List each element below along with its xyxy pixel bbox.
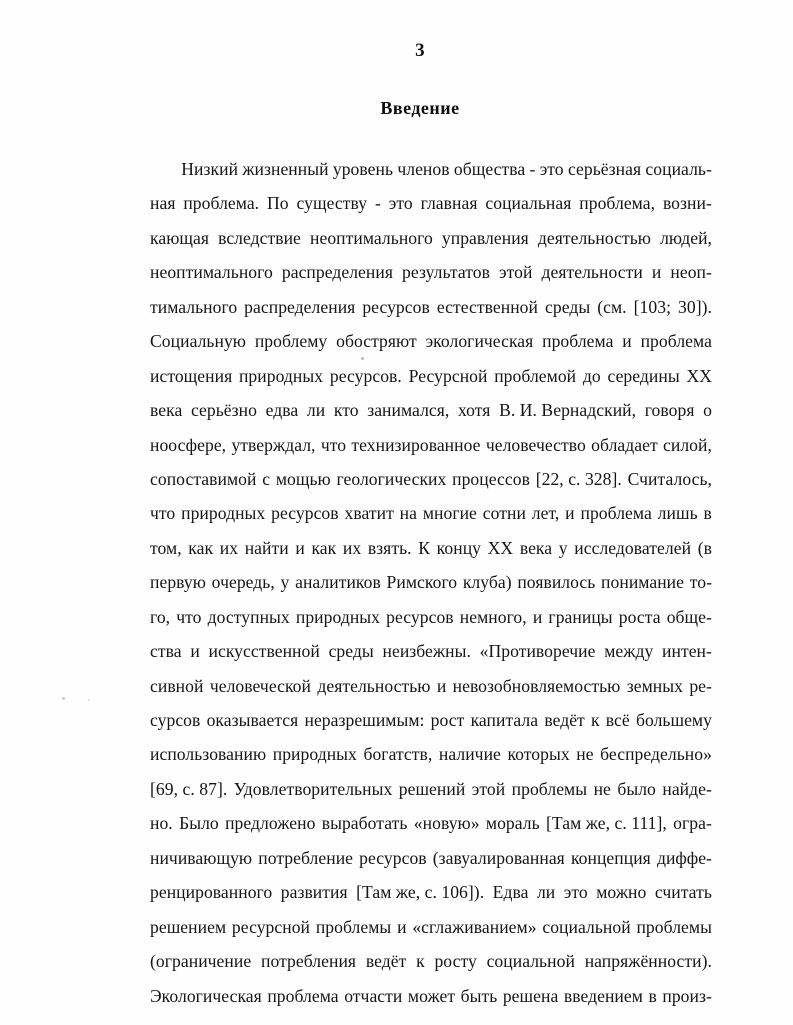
text-word: немного, (459, 606, 527, 627)
text-word: В. И. Вернадский, (499, 400, 637, 421)
text-word: социаль- (645, 159, 712, 179)
text-word: и (532, 606, 543, 627)
text-line (150, 737, 712, 771)
text-word: найде- (662, 778, 712, 799)
text-word: [Там же, с. 106]). (356, 882, 485, 903)
text-word: Экологическая (150, 985, 262, 1006)
text-word: ли (306, 400, 326, 421)
text-word: распределения (244, 296, 356, 317)
page-number: 3 (415, 40, 425, 61)
text-word: По (267, 193, 289, 214)
text-word: лишь (657, 503, 698, 524)
text-line (150, 255, 712, 289)
scan-speck-icon (88, 699, 90, 701)
section-heading: Введение (380, 98, 460, 118)
text-word: 30]). (678, 296, 712, 317)
text-word: взять. (367, 537, 412, 558)
text-word: и (397, 916, 407, 937)
text-line (150, 496, 712, 530)
text-word: социальной (486, 951, 575, 972)
text-word: большему (635, 710, 712, 730)
text-word: природных (238, 365, 324, 386)
text-word: как (188, 537, 214, 558)
text-line (150, 324, 712, 358)
text-word: членов (397, 159, 450, 179)
text-word: управления (441, 227, 529, 248)
body-text-block (150, 152, 712, 1013)
text-word: процессов (452, 468, 530, 489)
text-word: оказывается (206, 710, 299, 730)
text-word: использованию (150, 744, 267, 765)
text-word: природных (181, 503, 266, 524)
text-word: искусственной (208, 641, 320, 662)
text-word: ства (150, 641, 182, 662)
text-line (150, 428, 712, 462)
text-line (150, 875, 712, 909)
text-word: у (558, 537, 568, 558)
text-word: но. (150, 813, 173, 834)
text-word: ведёт (365, 951, 407, 972)
text-word: кто (333, 400, 359, 421)
text-word: ресурсов (271, 503, 339, 524)
text-word: у (280, 572, 290, 593)
text-word: ренцированного (150, 882, 273, 903)
text-word: Римского (386, 572, 458, 593)
text-line (150, 290, 712, 324)
text-word: XX (686, 365, 712, 386)
text-line (150, 531, 712, 565)
text-line (150, 359, 712, 393)
text-word: к (416, 951, 425, 972)
text-word: может (407, 985, 456, 1006)
text-word: истощения (150, 365, 233, 386)
text-line (150, 703, 712, 737)
scan-speck-icon (361, 357, 364, 360)
text-word: как (311, 537, 337, 558)
text-word: не (593, 778, 611, 799)
text-word: их (219, 537, 239, 558)
text-word: среды (328, 641, 374, 662)
text-word: очередь, (211, 572, 275, 593)
text-line (150, 221, 712, 255)
text-word: (см. (597, 296, 627, 317)
text-word: выработать (321, 813, 408, 834)
text-word: понимание (601, 572, 685, 593)
text-word: напряжённости). (584, 951, 712, 972)
text-word: Считалось, (627, 468, 712, 489)
text-word: (завуалированная (432, 847, 565, 868)
text-word: ничивающую (150, 847, 253, 868)
text-word: силой, (663, 434, 712, 455)
text-word: не (576, 744, 594, 765)
text-word: [22, с. 328]. (535, 468, 622, 489)
text-word: Низкий (181, 159, 239, 179)
text-word: было (617, 778, 656, 799)
text-word: технизированное (351, 434, 481, 455)
text-word: неоптимального (310, 227, 433, 248)
text-word: Ресурсной (408, 365, 488, 386)
text-word: К (418, 537, 431, 558)
text-word: тимального (150, 296, 238, 317)
text-word: едва (265, 400, 299, 421)
text-word: концу (436, 537, 482, 558)
text-word: людей, (660, 227, 712, 248)
text-word: огра- (673, 813, 712, 834)
text-line (150, 669, 712, 703)
text-word: найти (244, 537, 289, 558)
text-word: «Противоречие (479, 641, 596, 662)
text-word: клуба) (462, 572, 512, 593)
text-word: проблема, (579, 193, 656, 214)
text-word: первую (150, 572, 206, 593)
text-word: хотя (458, 400, 491, 421)
text-line (150, 634, 712, 668)
text-word: и (436, 675, 447, 696)
text-word: природных (295, 606, 381, 627)
text-word: их (342, 537, 362, 558)
text-word: ресурсов (362, 296, 430, 317)
text-word: беспредельно» (600, 744, 712, 765)
text-word: этой (471, 778, 506, 799)
text-word: среды (545, 296, 591, 317)
text-word: неизбежны. (382, 641, 471, 662)
text-word: том, (150, 537, 182, 558)
text-word: интен- (662, 641, 712, 662)
text-word: социальная (485, 193, 572, 214)
text-word: проблемой (494, 365, 577, 386)
text-line (150, 393, 712, 427)
text-word: ресурсов (359, 847, 427, 868)
text-word: Социальную (150, 331, 246, 352)
text-line (150, 806, 712, 840)
text-word: считать (654, 882, 712, 903)
text-word: быть (460, 985, 498, 1006)
text-word: это (539, 159, 564, 179)
text-word: существу (296, 193, 368, 214)
text-word: границы (548, 606, 613, 627)
text-word: решена (502, 985, 559, 1006)
text-word: к (590, 710, 600, 730)
text-word: Едва (492, 882, 529, 903)
text-word: капитала (470, 710, 539, 730)
text-word: (в (697, 537, 712, 558)
text-word: росту (434, 951, 477, 972)
text-word: говоря (644, 400, 695, 421)
text-word: обостряют (336, 331, 417, 352)
text-word: это (388, 193, 413, 214)
text-word: главная (420, 193, 478, 214)
text-word: диффе- (656, 847, 712, 868)
text-word: ная (150, 193, 176, 214)
text-word: земных (626, 675, 683, 696)
text-word: го, (150, 606, 171, 627)
text-word: проблема (267, 985, 339, 1006)
text-word: и (622, 331, 632, 352)
text-word: жизненный (242, 159, 329, 179)
text-word: в (703, 503, 712, 524)
text-word: рост (430, 710, 465, 730)
text-word: Было (179, 813, 219, 834)
text-word: этой (499, 262, 533, 283)
text-line (150, 152, 712, 186)
text-word: многие (422, 503, 477, 524)
paragraph-indent (150, 152, 177, 186)
text-word: деятельностью (537, 227, 651, 248)
text-word: социальной (542, 916, 631, 937)
text-word: хватит (344, 503, 394, 524)
text-word: появилось (517, 572, 596, 593)
text-line (150, 910, 712, 944)
text-word: века (150, 400, 183, 421)
text-word: геологических (336, 468, 447, 489)
text-word: лет, (531, 503, 560, 524)
text-word: результатов (402, 262, 490, 283)
text-word: ресурсов (386, 606, 454, 627)
text-word: (ограничение (150, 951, 252, 972)
text-word: возни- (662, 193, 712, 214)
text-word: исследователей (574, 537, 692, 558)
text-word: потребление (258, 847, 354, 868)
text-word: богатств, (363, 744, 433, 765)
text-word: «новую» (413, 813, 480, 834)
text-word: середины (607, 365, 680, 386)
text-word: развития (280, 882, 348, 903)
text-word: века (519, 537, 553, 558)
text-word: введением (563, 985, 643, 1006)
text-word: проблема (640, 331, 712, 352)
text-word: потребления (260, 951, 357, 972)
text-word: решением (150, 916, 227, 937)
text-word: мощью (275, 468, 331, 489)
text-word: и (190, 641, 200, 662)
text-word: аналитиков (295, 572, 381, 593)
text-word: природных (272, 744, 357, 765)
text-word: деятельностью (317, 675, 431, 696)
text-word: проблемы (636, 916, 712, 937)
text-word: в (648, 985, 657, 1006)
text-word: мораль (485, 813, 540, 834)
text-word: концепция (570, 847, 651, 868)
text-word: сопоставимой (150, 468, 257, 489)
text-word: ресурсной (231, 916, 311, 937)
text-line (150, 772, 712, 806)
text-word: произ- (662, 985, 712, 1006)
text-word: экологическая (425, 331, 534, 352)
text-line (150, 979, 712, 1013)
text-word: проблема (542, 331, 614, 352)
text-word: человеческой (209, 675, 311, 696)
text-word: роста (618, 606, 661, 627)
text-word: проблема (580, 503, 652, 524)
text-word: распределения (281, 262, 393, 283)
text-word: предложено (225, 813, 316, 834)
text-line (150, 841, 712, 875)
text-word: занимался, (367, 400, 450, 421)
text-word: доступных (207, 606, 290, 627)
text-word: на (399, 503, 417, 524)
text-word: проблему (254, 331, 328, 352)
text-word: и (651, 262, 662, 283)
text-word: это (563, 882, 588, 903)
text-line (150, 565, 712, 599)
text-word: решений (398, 778, 466, 799)
text-word: что (150, 503, 176, 524)
text-word: неразрешимым: (304, 710, 425, 730)
text-word: ресурсов. (329, 365, 402, 386)
text-word: «сглаживанием» (412, 916, 537, 937)
text-word: [69, с. 87]. (150, 778, 228, 799)
text-word: общества (453, 159, 526, 179)
text-word: и (565, 503, 575, 524)
text-word: с (262, 468, 271, 489)
text-word: - (374, 193, 381, 214)
text-line (150, 462, 712, 496)
text-word: неоп- (670, 262, 712, 283)
text-word: обще- (666, 606, 712, 627)
text-word: кающая (150, 227, 209, 248)
text-word: серьёзно (190, 400, 257, 421)
text-word: неоптимального (150, 262, 273, 283)
text-word: сурсов (150, 710, 201, 730)
text-word: ведёт (544, 710, 585, 730)
text-word: проблема. (183, 193, 260, 214)
text-word: проблемы (315, 916, 392, 937)
text-word: что (320, 434, 347, 455)
text-word: сотни (482, 503, 526, 524)
text-word: вследствие (218, 227, 301, 248)
scan-speck-icon (62, 697, 65, 700)
text-word: до (582, 365, 601, 386)
text-word: утверждал, (231, 434, 316, 455)
text-word: [103; (633, 296, 672, 317)
text-word: Удовлетворительных (233, 778, 393, 799)
text-word: проблемы (511, 778, 588, 799)
text-word: которых (507, 744, 570, 765)
text-line (150, 944, 712, 978)
text-word: можно (596, 882, 647, 903)
text-word: то- (689, 572, 712, 593)
text-word: ре- (689, 675, 712, 696)
text-word: что (176, 606, 202, 627)
text-word: наличие (438, 744, 501, 765)
text-word: сивной (150, 675, 204, 696)
text-word: естественной (436, 296, 538, 317)
text-word: и (295, 537, 305, 558)
text-word: [Там же, с. 111], (546, 813, 667, 834)
text-word: серьёзная (567, 159, 642, 179)
text-word: ли (536, 882, 556, 903)
text-word: между (604, 641, 654, 662)
text-word: невозобновляемостью (452, 675, 621, 696)
text-word: о (703, 400, 712, 421)
text-word: уровень (332, 159, 394, 179)
text-word: всё (605, 710, 630, 730)
text-line (150, 600, 712, 634)
text-line (150, 186, 712, 220)
text-word: XX (487, 537, 514, 558)
text-word: обладает (591, 434, 658, 455)
text-word: ноосфере, (150, 434, 227, 455)
text-word: отчасти (344, 985, 403, 1006)
text-word: - (529, 159, 536, 179)
text-word: человечество (485, 434, 586, 455)
text-word: деятельности (541, 262, 643, 283)
